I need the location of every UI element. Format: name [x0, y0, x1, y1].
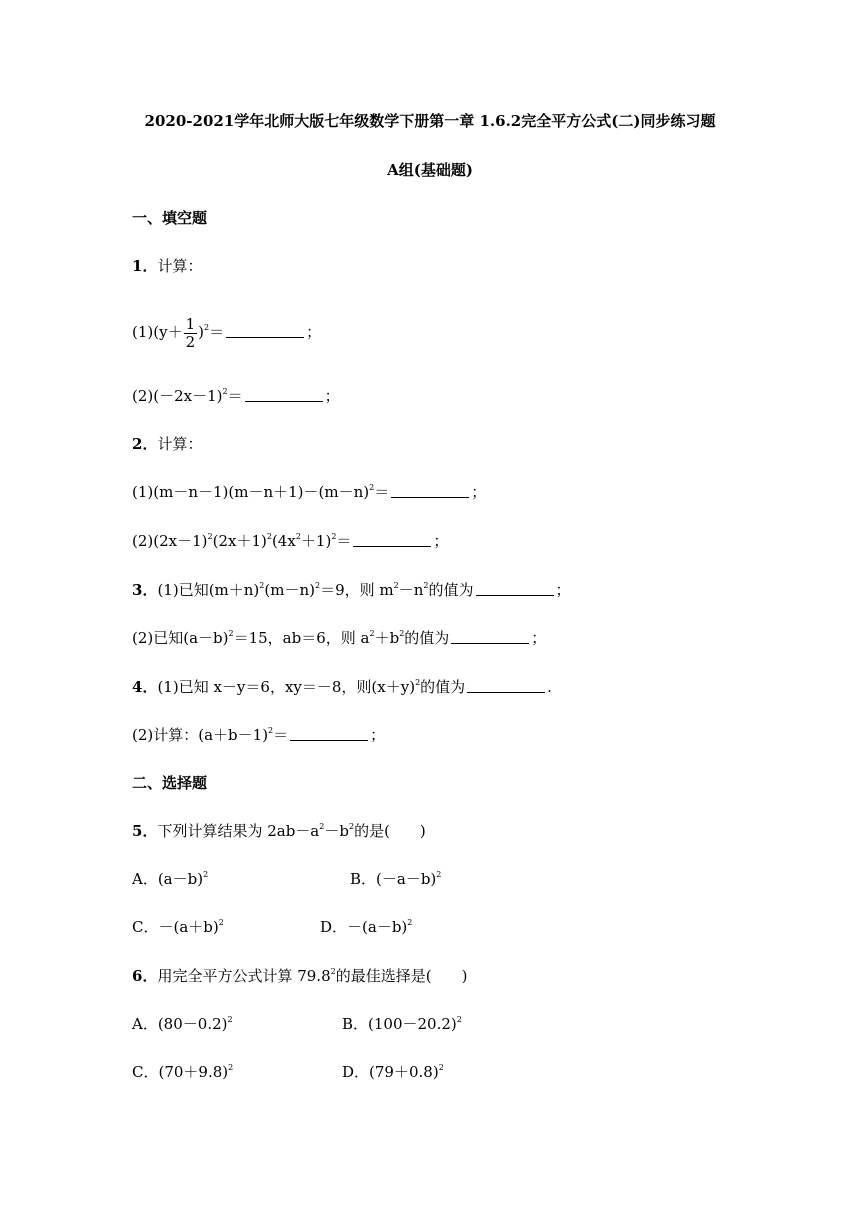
answer-blank[interactable]: [476, 583, 554, 596]
question-1-part-1: (1)(y＋ $\frac{1}{2}$ )$^2$＝ ；: [132, 314, 322, 351]
question-4-part-2: (2)计算：$(a+b-1)^2=$ ；: [132, 726, 386, 744]
question-text: 计算：: [157, 257, 203, 275]
option-a[interactable]: A．$(80-0.2)^2$: [132, 1015, 233, 1033]
section-heading-multiple-choice: 二、选择题: [132, 774, 208, 792]
answer-blank[interactable]: [245, 389, 323, 402]
question-4-part-1: 4．(1)已知 x－y＝6，xy＝－8，则$(x+y)^2$的值为 .: [132, 678, 552, 696]
option-b[interactable]: B．$(-a-b)^2$: [350, 870, 442, 888]
answer-blank[interactable]: [353, 534, 431, 547]
option-c[interactable]: C．$(70+9.8)^2$: [132, 1063, 234, 1081]
question-number: 3: [132, 581, 143, 599]
group-heading: A组(基础题): [387, 161, 473, 179]
question-1-part-2: $(2)(-2x-1)^2=$ ；: [132, 387, 340, 405]
question-2-part-2: $(2)(2x-1)^2(2x+1)^2(4x^2+1)^2=$ ；: [132, 532, 449, 550]
answer-blank[interactable]: [290, 728, 368, 741]
answer-blank[interactable]: [391, 485, 469, 498]
question-5-stem: 5．下列计算结果为 $2ab-a^2-b^2$的是( ): [132, 822, 426, 840]
option-d[interactable]: D．$(79+0.8)^2$: [342, 1063, 444, 1081]
question-3-part-2: (2)已知$(a-b)^2=15$，ab＝6，则 $a^2+b^2$的值为 ；: [132, 629, 547, 647]
option-c[interactable]: C．$-(a+b)^2$: [132, 918, 224, 936]
option-a[interactable]: A．$(a-b)^2$: [132, 870, 209, 888]
question-number: 4: [132, 678, 143, 696]
answer-blank[interactable]: [451, 631, 529, 644]
question-number: 2: [132, 435, 143, 453]
answer-blank[interactable]: [226, 325, 304, 338]
option-b[interactable]: B．$(100-20.2)^2$: [342, 1015, 462, 1033]
answer-blank[interactable]: [467, 680, 545, 693]
fraction: $\frac{1}{2}$: [185, 314, 196, 351]
question-number: 1: [132, 257, 143, 275]
question-1-stem: 1．计算：: [132, 257, 203, 275]
question-number: 5: [132, 822, 143, 840]
option-d[interactable]: D．$-(a-b)^2$: [320, 918, 413, 936]
question-3-part-1: 3．(1)已知$(m+n)^2(m-n)^2=9$，则 $m^2-n^2$的值为 ；: [132, 581, 571, 599]
section-heading-fill-in: 一、填空题: [132, 209, 208, 227]
question-number: 6: [132, 967, 143, 985]
question-6-stem: 6．用完全平方公式计算 79.8$^2$的最佳选择是( ): [132, 967, 468, 985]
document-title: 2020-2021学年北师大版七年级数学下册第一章 1.6.2完全平方公式(二)同步练习题: [144, 112, 716, 130]
question-2-part-1: $(1)(m-n-1)(m-n+1)-(m-n)^2=$ ；: [132, 483, 487, 501]
question-2-stem: 2．计算：: [132, 435, 203, 453]
